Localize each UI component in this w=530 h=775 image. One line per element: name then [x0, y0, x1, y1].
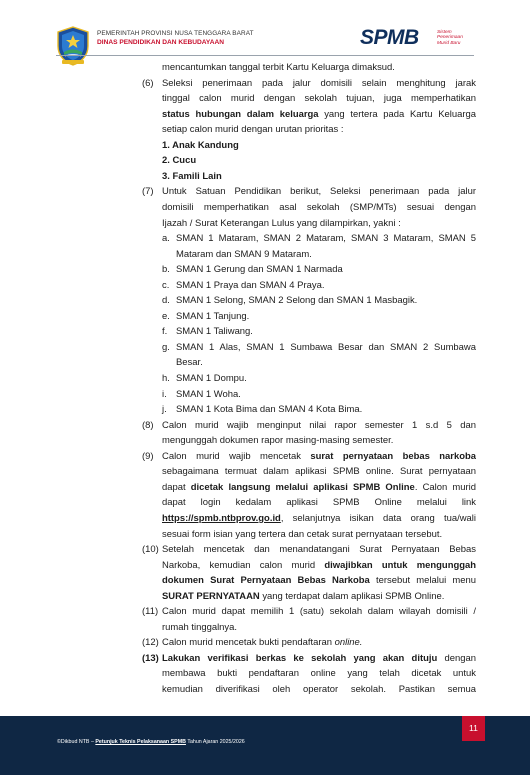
paragraph-line: sebagaimana termuat dalam aplikasi SPMB online. Surat pernyataan [162, 466, 476, 478]
priority-item: 2. Cucu [162, 155, 197, 167]
paragraph-line: domisili memperhatikan asal sekolah (SMP/MTs) sesuai dengan [162, 201, 476, 213]
item-number: (8) [142, 419, 154, 431]
item-number: (13) [142, 652, 159, 664]
list-marker: d. [162, 295, 170, 307]
list-marker: i. [162, 388, 167, 400]
school-list-item: Mataram dan SMAN 9 Mataram. [176, 248, 312, 260]
priority-item: 1. Anak Kandung [162, 139, 239, 151]
school-list-item: SMAN 1 Taliwang. [176, 326, 253, 338]
item-number: (7) [142, 186, 154, 198]
paragraph-line: https://spmb.ntbprov.go.id, selanjutnya isikan data orang tua/wali [162, 512, 476, 524]
paragraph-line: dapat dicetak langsung melalui aplikasi SPMB Online. Calon murid [162, 481, 476, 493]
paragraph-line: rumah tinggalnya. [162, 621, 238, 633]
footer-text: ©Dikbud NTB – Petunjuk Teknis Pelaksanaan SPMB Tahun Ajaran 2025/2026 [57, 739, 245, 745]
header-divider [56, 55, 474, 56]
list-marker: e. [162, 310, 170, 322]
list-marker: f. [162, 326, 168, 338]
paragraph-line: Ijazah / Surat Keterangan Lulus yang dilampirkan, yakni : [162, 217, 401, 229]
list-marker: a. [162, 233, 170, 245]
spmb-registration-link[interactable]: https://spmb.ntbprov.go.id [162, 512, 281, 524]
list-marker: c. [162, 279, 170, 291]
paragraph-line: mengunggah dokumen rapor masing-masing semester. [162, 435, 394, 447]
paragraph-line: setiap calon murid dengan urutan prioritas : [162, 124, 344, 136]
school-list-item: SMAN 1 Gerung dan SMAN 1 Narmada [176, 264, 343, 276]
page-footer [0, 716, 530, 775]
school-list-item: SMAN 1 Kota Bima dan SMAN 4 Kota Bima. [176, 404, 363, 416]
item-number: (11) [142, 606, 159, 618]
school-list-item: SMAN 1 Mataram, SMAN 2 Mataram, SMAN 3 Mataram, SMAN 5 [176, 233, 476, 245]
paragraph-line: membawa bukti pendaftaran online yang telah dicetak untuk [162, 668, 476, 680]
list-marker: j. [162, 404, 167, 416]
item-number: (12) [142, 637, 159, 649]
ntb-province-crest-icon [56, 26, 90, 66]
school-list-item: Besar. [176, 357, 203, 369]
school-list-item: SMAN 1 Dompu. [176, 373, 247, 384]
list-marker: b. [162, 264, 170, 276]
paragraph-line: Untuk Satuan Pendidikan berikut, Seleksi penerimaan pada jalur [162, 186, 476, 198]
school-list-item: SMAN 1 Tanjung. [176, 310, 250, 322]
continuation-line: mencantumkan tanggal terbit Kartu Keluarga dimaksud. [162, 62, 395, 73]
paragraph-line: Calon murid mencetak bukti pendaftaran online. [162, 637, 363, 649]
page-number: 11 [462, 716, 485, 741]
spmb-logo-word: SPMB [360, 26, 419, 49]
paragraph-line: Setelah mencetak dan menandatangani Surat Pernyataan Bebas [162, 544, 476, 556]
paragraph-line: Narkoba, kemudian calon murid diwajibkan untuk mengunggah [162, 559, 476, 571]
paragraph-line: Calon murid dapat memilih 1 (satu) sekolah dalam wilayah domisili / [162, 606, 476, 618]
paragraph-line: dokumen Surat Pernyataan Bebas Narkoba tersebut melalui menu [162, 575, 476, 587]
paragraph-line: status hubungan dalam keluarga yang tertera pada Kartu Keluarga [162, 108, 476, 120]
school-list-item: SMAN 1 Woha. [176, 388, 241, 400]
paragraph-line: Calon murid wajib menginput nilai rapor semester 1 s.d 5 dan [162, 419, 476, 431]
paragraph-line: dapat login kedalam aplikasi SPMB Online melalui link [162, 497, 476, 509]
school-list-item: SMAN 1 Selong, SMAN 2 Selong dan SMAN 1 Masbagik. [176, 295, 418, 307]
item-number: (10) [142, 544, 159, 556]
item-number: (9) [142, 450, 154, 462]
priority-item: 3. Famili Lain [162, 170, 222, 182]
school-list-item: SMAN 1 Praya dan SMAN 4 Praya. [176, 279, 325, 291]
paragraph-line: Calon murid wajib mencetak surat pernyataan bebas narkoba [162, 450, 476, 462]
spmb-logo [360, 26, 472, 52]
spmb-logo-tagline: Sistem Penerimaan Murid Baru [437, 30, 463, 46]
paragraph-line: SURAT PERNYATAAN yang terdapat dalam aplikasi SPMB Online. [162, 590, 445, 602]
government-name: PEMERINTAH PROVINSI NUSA TENGGARA BARAT [97, 30, 254, 37]
paragraph-line: tinggal calon murid dengan sekolah tujuan, juga memperhatikan [162, 93, 476, 105]
school-list-item: SMAN 1 Alas, SMAN 1 Sumbawa Besar dan SMAN 2 Sumbawa [176, 341, 476, 353]
paragraph-line: Seleksi penerimaan pada jalur domisili selain menghitung jarak [162, 77, 476, 89]
list-marker: g. [162, 341, 170, 353]
department-name: DINAS PENDIDIKAN DAN KEBUDAYAAN [97, 39, 225, 46]
paragraph-line: sesuai form isian yang tertera dan cetak surat pernyataan tersebut. [162, 528, 443, 540]
paragraph-line: kemudian diverifikasi oleh operator sekolah. Pastikan semua [162, 684, 476, 695]
item-number: (6) [142, 77, 154, 89]
list-marker: h. [162, 373, 170, 384]
paragraph-line: Lakukan verifikasi berkas ke sekolah yang akan dituju dengan [162, 652, 476, 664]
